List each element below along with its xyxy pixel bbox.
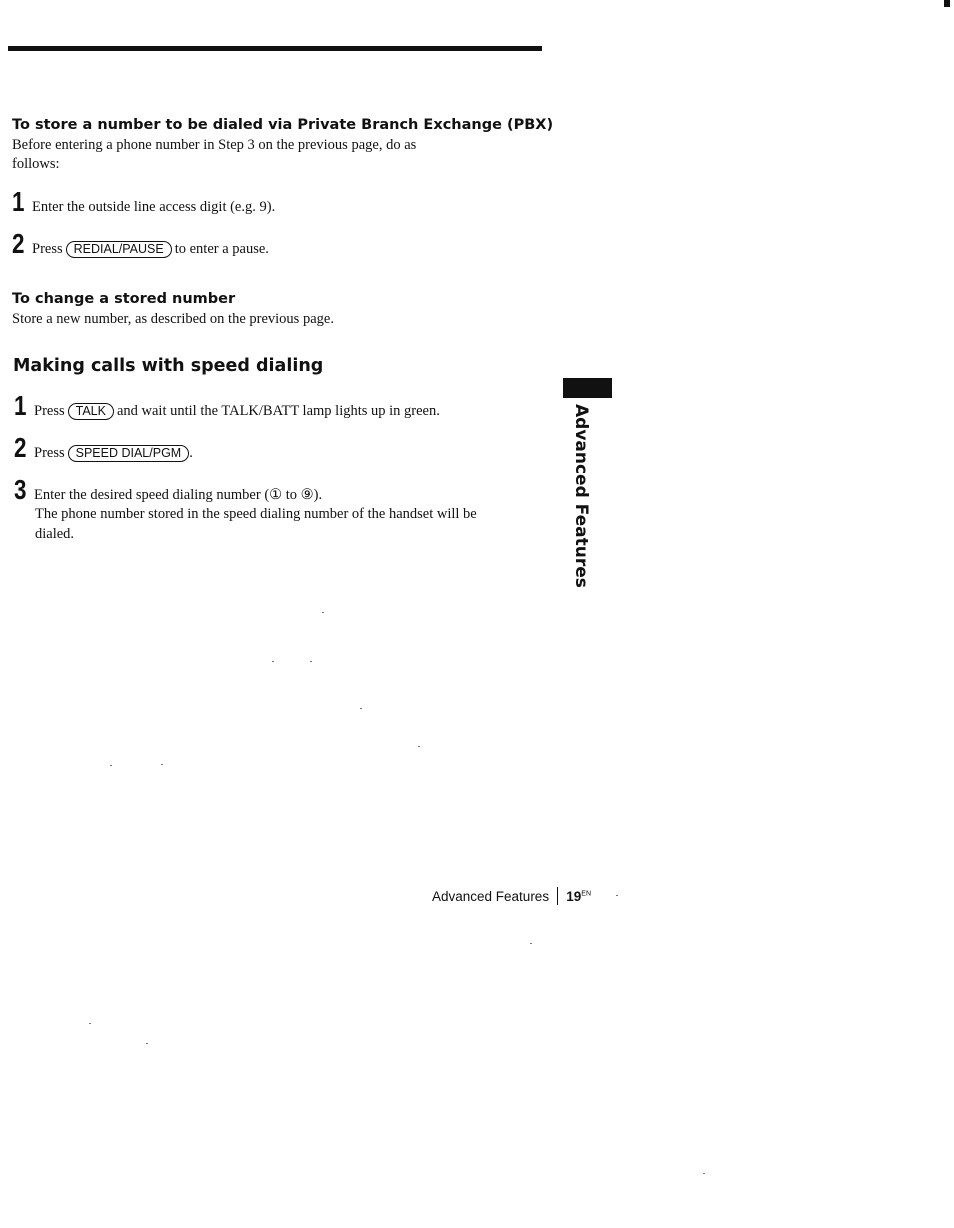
pbx-intro-line1: Before entering a phone number in Step 3 on the previous page, do as xyxy=(12,137,417,153)
scan-speck xyxy=(272,661,274,662)
page-number xyxy=(566,889,591,904)
step-number: 3 xyxy=(14,474,27,505)
step-text-before: Press xyxy=(34,403,65,419)
step-text-after: to enter a pause. xyxy=(174,241,269,257)
side-tab-label: Advanced Features xyxy=(571,404,591,588)
scan-speck xyxy=(310,661,312,662)
speed-step-2 xyxy=(14,432,193,464)
redial-pause-key: REDIAL/PAUSE xyxy=(66,241,172,258)
speed-step-3-note-line1: The phone number stored in the speed dialing number of the handset will be xyxy=(35,506,477,522)
speed-dial-pgm-key: SPEED DIAL/PGM xyxy=(68,445,190,462)
footer-separator xyxy=(557,887,558,905)
step-text-after: . xyxy=(189,445,193,461)
step-text-after: and wait until the TALK/BATT lamp lights up in green. xyxy=(116,403,440,419)
page-number-value: 19 xyxy=(566,888,582,904)
side-tab-marker xyxy=(563,378,612,398)
step-number: 2 xyxy=(12,228,25,259)
step-number: 2 xyxy=(14,432,27,463)
top-rule xyxy=(8,46,542,51)
scan-speck xyxy=(146,1043,148,1044)
scan-speck xyxy=(616,895,618,896)
change-heading: To change a stored number xyxy=(12,291,236,307)
step-number: 1 xyxy=(14,390,27,421)
speed-step-3 xyxy=(14,474,322,506)
scan-speck xyxy=(89,1023,91,1024)
page-footer xyxy=(432,887,591,905)
speed-step-1 xyxy=(14,390,440,422)
scan-speck xyxy=(161,764,163,765)
step-text: Enter the outside line access digit (e.g. 9). xyxy=(32,199,276,215)
page-number-suffix: EN xyxy=(581,890,592,897)
scan-speck xyxy=(360,708,362,709)
pbx-heading: To store a number to be dialed via Private Branch Exchange (PBX) xyxy=(12,117,554,133)
step-number: 1 xyxy=(12,186,25,217)
speed-dialing-title: Making calls with speed dialing xyxy=(13,356,324,376)
change-text: Store a new number, as described on the previous page. xyxy=(12,311,334,327)
pbx-intro-line2: follows: xyxy=(12,156,60,172)
pbx-step-1 xyxy=(12,186,275,218)
step-text-before: Press xyxy=(34,445,65,461)
scan-speck xyxy=(418,746,420,747)
step-text-before: Press xyxy=(32,241,63,257)
scan-speck xyxy=(110,765,112,766)
step-text: Enter the desired speed dialing number (① to ⑨). xyxy=(34,487,323,503)
scan-speck xyxy=(322,612,324,613)
footer-section-name: Advanced Features xyxy=(432,888,550,904)
speed-step-3-note-line2: dialed. xyxy=(35,526,75,542)
pbx-step-2 xyxy=(12,228,269,260)
scan-speck xyxy=(703,1173,705,1174)
talk-key: TALK xyxy=(68,403,114,420)
corner-mark xyxy=(944,0,950,7)
scan-speck xyxy=(530,943,532,944)
